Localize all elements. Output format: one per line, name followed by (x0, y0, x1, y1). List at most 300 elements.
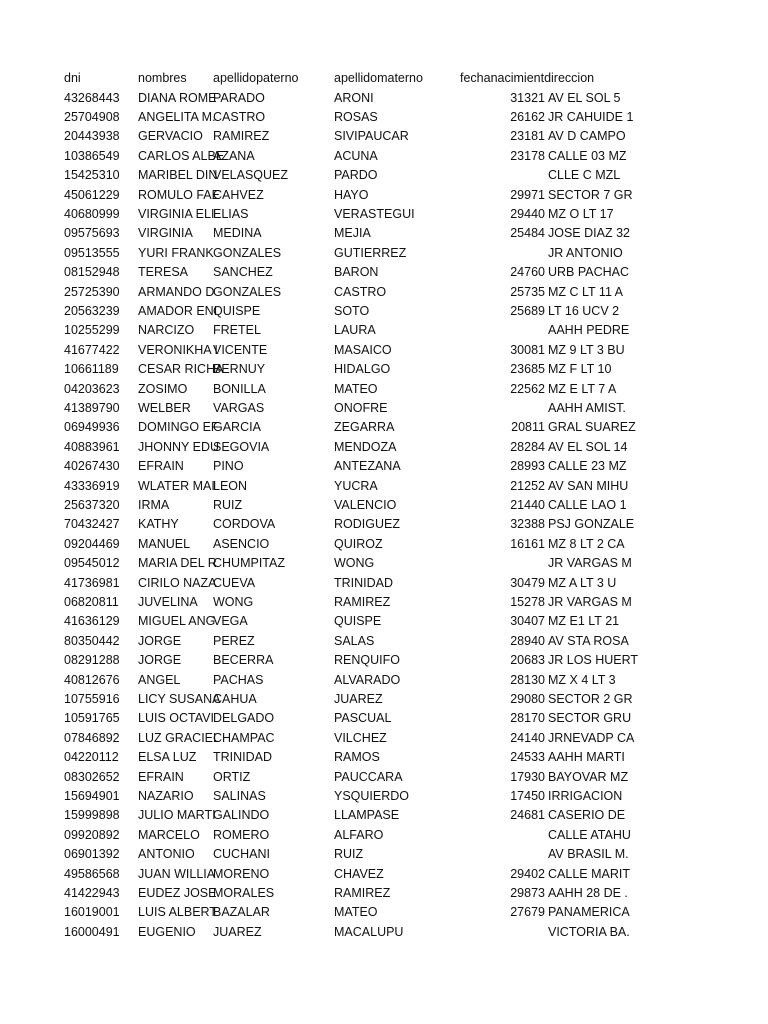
cell-apellidomaterno[interactable]: ALFARO (334, 827, 384, 842)
cell-apellidomaterno[interactable]: PAUCCARA (334, 769, 403, 784)
cell-apellidopaterno[interactable]: WONG (213, 594, 254, 609)
table-row (0, 360, 768, 379)
cell-fechanacimiento[interactable]: 21440 (510, 497, 545, 512)
cell-nombres[interactable]: MARIBEL DIN (138, 168, 218, 183)
cell-apellidomaterno[interactable]: HAYO (334, 187, 369, 202)
table-row (0, 496, 768, 515)
cell-fechanacimiento[interactable]: 25735 (510, 284, 545, 299)
cell-nombres[interactable]: GERVACIO (138, 129, 203, 144)
cell-fechanacimiento[interactable] (460, 399, 545, 418)
cell-direccion[interactable]: PANAMERICA (548, 905, 630, 920)
cell-direccion[interactable]: MZ 9 LT 3 BU (548, 342, 625, 357)
cell-fechanacimiento[interactable]: 28170 (510, 711, 545, 726)
cell-direccion[interactable]: JR VARGAS M (548, 594, 632, 609)
cell-dni[interactable]: 09513555 (64, 245, 120, 260)
cell-fechanacimiento[interactable]: 29402 (510, 866, 545, 881)
cell-nombres[interactable]: CIRILO NAZA (138, 575, 217, 590)
cell-apellidomaterno[interactable]: CHAVEZ (334, 866, 384, 881)
cell-fechanacimiento[interactable]: 24681 (510, 808, 545, 823)
table-row (0, 632, 768, 651)
cell-direccion[interactable]: CALLE 23 MZ (548, 459, 627, 474)
cell-dni[interactable]: 20563239 (64, 303, 120, 318)
cell-direccion[interactable]: MZ X 4 LT 3 (548, 672, 616, 687)
cell-apellidopaterno[interactable]: PARADO (213, 90, 265, 105)
header-dni[interactable]: dni (64, 71, 81, 85)
table-row (0, 108, 768, 127)
cell-apellidomaterno[interactable]: CASTRO (334, 284, 387, 299)
cell-apellidomaterno[interactable]: QUISPE (334, 614, 382, 629)
cell-nombres[interactable]: LICY SUSANA (138, 691, 221, 706)
cell-apellidomaterno[interactable]: RODIGUEZ (334, 517, 400, 532)
cell-apellidopaterno[interactable]: CASTRO (213, 109, 266, 124)
cell-apellidopaterno[interactable]: PEREZ (213, 633, 255, 648)
cell-nombres[interactable]: NAZARIO (138, 788, 194, 803)
cell-nombres[interactable]: DOMINGO EF (138, 420, 219, 435)
cell-fechanacimiento[interactable]: 23181 (510, 129, 545, 144)
cell-nombres[interactable]: ANTONIO (138, 847, 195, 862)
cell-dni[interactable]: 16019001 (64, 905, 120, 920)
cell-apellidomaterno[interactable]: MATEO (334, 381, 378, 396)
cell-dni[interactable]: 08291288 (64, 653, 120, 668)
cell-apellidopaterno[interactable]: BAZALAR (213, 905, 270, 920)
cell-direccion[interactable]: GRAL SUAREZ (548, 420, 636, 435)
cell-apellidopaterno[interactable]: CAHUA (213, 691, 257, 706)
cell-direccion[interactable]: CALLE ATAHU (548, 827, 631, 842)
table-row (0, 321, 768, 340)
cell-apellidopaterno[interactable]: BECERRA (213, 653, 274, 668)
cell-nombres[interactable]: MIGUEL ANG (138, 614, 216, 629)
cell-apellidopaterno[interactable]: GALINDO (213, 808, 270, 823)
cell-direccion[interactable]: CLLE C MZL (548, 168, 621, 183)
cell-dni[interactable]: 49586568 (64, 866, 120, 881)
cell-apellidomaterno[interactable]: ZEGARRA (334, 420, 395, 435)
cell-apellidopaterno[interactable]: VEGA (213, 614, 248, 629)
cell-apellidopaterno[interactable]: TRINIDAD (213, 750, 273, 765)
cell-direccion[interactable]: AV BRASIL M. (548, 847, 629, 862)
cell-fechanacimiento[interactable]: 27679 (510, 905, 545, 920)
cell-fechanacimiento[interactable] (460, 166, 545, 185)
cell-fechanacimiento[interactable] (460, 321, 545, 340)
cell-dni[interactable]: 25725390 (64, 284, 120, 299)
cell-apellidomaterno[interactable]: SOTO (334, 303, 370, 318)
cell-fechanacimiento[interactable]: 28130 (510, 672, 545, 687)
table-row (0, 438, 768, 457)
cell-fechanacimiento[interactable] (460, 923, 545, 942)
cell-direccion[interactable]: CALLE LAO 1 (548, 497, 627, 512)
cell-fechanacimiento[interactable]: 26162 (510, 109, 545, 124)
cell-apellidomaterno[interactable]: MENDOZA (334, 439, 397, 454)
cell-direccion[interactable]: JOSE DIAZ 32 (548, 226, 630, 241)
cell-nombres[interactable]: IRMA (138, 497, 170, 512)
cell-apellidopaterno[interactable]: VICENTE (213, 342, 268, 357)
table-row (0, 748, 768, 767)
cell-fechanacimiento[interactable]: 21252 (510, 478, 545, 493)
cell-fechanacimiento[interactable]: 29873 (510, 885, 545, 900)
cell-dni[interactable]: 41636129 (64, 614, 120, 629)
cell-apellidomaterno[interactable]: RAMOS (334, 750, 380, 765)
header-row (0, 69, 768, 88)
cell-nombres[interactable]: CESAR RICHA (138, 362, 224, 377)
table-row (0, 826, 768, 845)
cell-apellidopaterno[interactable]: ORTIZ (213, 769, 251, 784)
cell-fechanacimiento[interactable]: 20683 (510, 653, 545, 668)
cell-apellidopaterno[interactable]: BERNUY (213, 362, 266, 377)
cell-nombres[interactable]: MARIA DEL R (138, 556, 217, 571)
cell-nombres[interactable]: EFRAIN (138, 459, 184, 474)
cell-apellidomaterno[interactable]: WONG (334, 556, 375, 571)
cell-apellidopaterno[interactable]: AZANA (213, 148, 255, 163)
cell-apellidomaterno[interactable]: JUAREZ (334, 691, 383, 706)
cell-apellidopaterno[interactable]: SALINAS (213, 788, 266, 803)
cell-nombres[interactable]: JORGE (138, 653, 182, 668)
cell-apellidopaterno[interactable]: CAHVEZ (213, 187, 264, 202)
cell-fechanacimiento[interactable]: 23178 (510, 148, 545, 163)
cell-apellidopaterno[interactable]: VELASQUEZ (213, 168, 289, 183)
cell-apellidopaterno[interactable]: GONZALES (213, 284, 282, 299)
cell-dni[interactable]: 16000491 (64, 924, 120, 939)
cell-apellidomaterno[interactable]: RUIZ (334, 847, 364, 862)
cell-dni[interactable]: 43268443 (64, 90, 120, 105)
cell-fechanacimiento[interactable]: 23685 (510, 362, 545, 377)
cell-dni[interactable]: 04220112 (64, 750, 119, 765)
cell-nombres[interactable]: JORGE (138, 633, 182, 648)
cell-nombres[interactable]: ARMANDO D (138, 284, 215, 299)
cell-direccion[interactable]: AV SAN MIHU (548, 478, 629, 493)
cell-fechanacimiento[interactable]: 32388 (510, 517, 545, 532)
cell-apellidopaterno[interactable]: SEGOVIA (213, 439, 270, 454)
cell-direccion[interactable]: SECTOR 2 GR (548, 691, 633, 706)
cell-direccion[interactable]: AAHH MARTI (548, 750, 625, 765)
cell-direccion[interactable]: MZ C LT 11 A (548, 284, 624, 299)
cell-nombres[interactable]: EFRAIN (138, 769, 184, 784)
cell-dni[interactable]: 41677422 (64, 342, 120, 357)
cell-apellidomaterno[interactable]: RAMIREZ (334, 885, 391, 900)
cell-dni[interactable]: 07846892 (64, 730, 120, 745)
cell-direccion[interactable]: MZ E1 LT 21 (548, 614, 620, 629)
header-nombres[interactable]: nombres (138, 71, 187, 85)
cell-dni[interactable]: 40267430 (64, 459, 120, 474)
cell-nombres[interactable]: AMADOR ENI (138, 303, 218, 318)
cell-direccion[interactable]: IRRIGACION (548, 788, 623, 803)
cell-apellidopaterno[interactable]: MEDINA (213, 226, 262, 241)
cell-fechanacimiento[interactable]: 20811 (511, 420, 545, 435)
table-row (0, 186, 768, 205)
cell-dni[interactable]: 10255299 (64, 323, 120, 338)
cell-apellidomaterno[interactable]: QUIROZ (334, 536, 383, 551)
cell-apellidopaterno[interactable]: PINO (213, 459, 244, 474)
cell-dni[interactable]: 25704908 (64, 109, 120, 124)
cell-nombres[interactable]: EUDEZ JOSE (138, 885, 217, 900)
cell-fechanacimiento[interactable]: 31321 (510, 90, 545, 105)
cell-direccion[interactable]: BAYOVAR MZ (548, 769, 629, 784)
cell-nombres[interactable]: WELBER (138, 400, 191, 415)
cell-direccion[interactable]: AV EL SOL 5 (548, 90, 621, 105)
table-row (0, 651, 768, 670)
cell-fechanacimiento[interactable] (460, 244, 545, 263)
cell-dni[interactable]: 15694901 (64, 788, 120, 803)
cell-dni[interactable]: 06901392 (64, 847, 120, 862)
cell-apellidopaterno[interactable]: MORENO (213, 866, 270, 881)
cell-apellidomaterno[interactable]: YSQUIERDO (334, 788, 410, 803)
cell-apellidomaterno[interactable]: RAMIREZ (334, 594, 391, 609)
cell-direccion[interactable]: JR CAHUIDE 1 (548, 109, 634, 124)
cell-fechanacimiento[interactable]: 15278 (510, 594, 545, 609)
cell-fechanacimiento[interactable]: 22562 (510, 381, 545, 396)
cell-nombres[interactable]: KATHY (138, 517, 179, 532)
cell-apellidopaterno[interactable]: CHAMPAC (213, 730, 275, 745)
cell-direccion[interactable]: JR LOS HUERT (548, 653, 639, 668)
cell-nombres[interactable]: MANUEL (138, 536, 191, 551)
cell-apellidopaterno[interactable]: BONILLA (213, 381, 266, 396)
cell-apellidomaterno[interactable]: LAURA (334, 323, 376, 338)
header-apellidopaterno[interactable]: apellidopaterno (213, 71, 299, 85)
cell-fechanacimiento[interactable]: 28284 (510, 439, 545, 454)
table-row (0, 884, 768, 903)
cell-apellidomaterno[interactable]: VERASTEGUI (334, 206, 415, 221)
cell-dni[interactable]: 40812676 (64, 672, 120, 687)
cell-dni[interactable]: 10661189 (64, 362, 119, 377)
table-row (0, 690, 768, 709)
cell-direccion[interactable]: CALLE 03 MZ (548, 148, 627, 163)
cell-dni[interactable]: 70432427 (64, 517, 120, 532)
cell-fechanacimiento[interactable]: 24140 (510, 730, 545, 745)
cell-apellidopaterno[interactable]: MORALES (213, 885, 275, 900)
table-row (0, 574, 768, 593)
cell-fechanacimiento[interactable]: 29971 (510, 187, 545, 202)
table-row (0, 283, 768, 302)
table-row (0, 671, 768, 690)
cell-dni[interactable]: 08302652 (64, 769, 120, 784)
cell-nombres[interactable]: JUAN WILLIA (138, 866, 216, 881)
cell-fechanacimiento[interactable] (460, 826, 545, 845)
cell-direccion[interactable]: SECTOR GRU (548, 711, 632, 726)
cell-apellidomaterno[interactable]: TRINIDAD (334, 575, 394, 590)
cell-apellidomaterno[interactable]: LLAMPASE (334, 808, 400, 823)
table-row (0, 147, 768, 166)
cell-nombres[interactable]: ANGELITA M. (138, 109, 216, 124)
cell-apellidopaterno[interactable]: RUIZ (213, 497, 243, 512)
cell-dni[interactable]: 41736981 (64, 575, 120, 590)
cell-direccion[interactable]: AV STA ROSA (548, 633, 629, 648)
cell-dni[interactable]: 08152948 (64, 265, 120, 280)
cell-direccion[interactable]: AV EL SOL 14 (548, 439, 628, 454)
cell-direccion[interactable]: MZ O LT 17 (548, 206, 614, 221)
cell-fechanacimiento[interactable]: 30407 (510, 614, 545, 629)
table-row (0, 709, 768, 728)
cell-apellidopaterno[interactable]: CUCHANI (213, 847, 270, 862)
cell-fechanacimiento[interactable]: 25484 (510, 226, 545, 241)
cell-nombres[interactable]: ZOSIMO (138, 381, 188, 396)
cell-dni[interactable]: 25637320 (64, 497, 120, 512)
cell-apellidomaterno[interactable]: BARON (334, 265, 379, 280)
cell-apellidomaterno[interactable]: GUTIERREZ (334, 245, 407, 260)
cell-apellidomaterno[interactable]: ACUNA (334, 148, 378, 163)
cell-apellidomaterno[interactable]: SALAS (334, 633, 375, 648)
cell-fechanacimiento[interactable] (460, 845, 545, 864)
cell-direccion[interactable]: MZ F LT 10 (548, 362, 612, 377)
cell-nombres[interactable]: ELSA LUZ (138, 750, 197, 765)
cell-apellidopaterno[interactable]: CUEVA (213, 575, 256, 590)
cell-dni[interactable]: 41422943 (64, 885, 120, 900)
cell-direccion[interactable]: AV D CAMPO (548, 129, 626, 144)
cell-direccion[interactable]: AAHH PEDRE (548, 323, 630, 338)
cell-direccion[interactable]: CASERIO DE (548, 808, 626, 823)
cell-direccion[interactable]: LT 16 UCV 2 (548, 303, 620, 318)
cell-apellidopaterno[interactable]: CORDOVA (213, 517, 276, 532)
cell-direccion[interactable]: JR ANTONIO (548, 245, 623, 260)
cell-dni[interactable]: 09545012 (64, 556, 120, 571)
table-row (0, 865, 768, 884)
cell-apellidopaterno[interactable]: FRETEL (213, 323, 261, 338)
header-fechanac-direccion[interactable]: fechanacimientdireccion (460, 71, 595, 85)
cell-apellidopaterno[interactable]: VARGAS (213, 400, 265, 415)
cell-apellidomaterno[interactable]: MASAICO (334, 342, 392, 357)
cell-fechanacimiento[interactable]: 29080 (510, 691, 545, 706)
cell-nombres[interactable]: VIRGINIA (138, 226, 193, 241)
cell-apellidopaterno[interactable]: LEON (213, 478, 248, 493)
cell-fechanacimiento[interactable]: 25689 (510, 303, 545, 318)
cell-dni[interactable]: 80350442 (64, 633, 120, 648)
header-apellidomaterno[interactable]: apellidomaterno (334, 71, 423, 85)
cell-dni[interactable]: 20443938 (64, 129, 120, 144)
table-row (0, 380, 768, 399)
cell-fechanacimiento[interactable]: 28940 (510, 633, 545, 648)
table-row (0, 806, 768, 825)
cell-nombres[interactable]: CARLOS ALBE (138, 148, 225, 163)
cell-apellidopaterno[interactable]: GARCIA (213, 420, 261, 435)
cell-apellidomaterno[interactable]: MACALUPU (334, 924, 404, 939)
cell-dni[interactable]: 15425310 (64, 168, 120, 183)
cell-apellidomaterno[interactable]: HIDALGO (334, 362, 391, 377)
cell-direccion[interactable]: JR VARGAS M (548, 556, 632, 571)
cell-direccion[interactable]: JRNEVADP CA (548, 730, 635, 745)
cell-fechanacimiento[interactable]: 30479 (510, 575, 545, 590)
cell-nombres[interactable]: WLATER MAI (138, 478, 215, 493)
cell-fechanacimiento[interactable]: 16161 (510, 536, 545, 551)
cell-apellidopaterno[interactable]: PACHAS (213, 672, 264, 687)
table-row (0, 341, 768, 360)
cell-dni[interactable]: 15999898 (64, 808, 120, 823)
cell-dni[interactable]: 40883961 (64, 439, 120, 454)
cell-direccion[interactable]: CALLE MARIT (548, 866, 630, 881)
cell-apellidopaterno[interactable]: SANCHEZ (213, 265, 273, 280)
cell-direccion[interactable]: VICTORIA BA. (548, 924, 630, 939)
cell-apellidomaterno[interactable]: MATEO (334, 905, 378, 920)
cell-dni[interactable]: 06949936 (64, 420, 120, 435)
cell-apellidomaterno[interactable]: PARDO (334, 168, 378, 183)
cell-apellidomaterno[interactable]: ALVARADO (334, 672, 401, 687)
cell-apellidomaterno[interactable]: YUCRA (334, 478, 378, 493)
cell-apellidomaterno[interactable]: ROSAS (334, 109, 378, 124)
cell-apellidopaterno[interactable]: ELIAS (213, 206, 249, 221)
cell-apellidopaterno[interactable]: QUISPE (213, 303, 261, 318)
cell-direccion[interactable]: PSJ GONZALE (548, 517, 635, 532)
cell-apellidomaterno[interactable]: PASCUAL (334, 711, 392, 726)
cell-dni[interactable]: 10386549 (64, 148, 120, 163)
cell-fechanacimiento[interactable]: 24760 (510, 265, 545, 280)
cell-apellidomaterno[interactable]: VILCHEZ (334, 730, 387, 745)
cell-apellidomaterno[interactable]: ANTEZANA (334, 459, 401, 474)
cell-apellidomaterno[interactable]: ONOFRE (334, 400, 388, 415)
cell-nombres[interactable]: MARCELO (138, 827, 200, 842)
cell-apellidopaterno[interactable]: JUAREZ (213, 924, 262, 939)
cell-dni[interactable]: 09920892 (64, 827, 120, 842)
table-row (0, 477, 768, 496)
cell-nombres[interactable]: DIANA ROME (138, 90, 217, 105)
table-row (0, 923, 768, 942)
table-row (0, 612, 768, 631)
cell-nombres[interactable]: LUZ GRACIEL (138, 730, 220, 745)
cell-nombres[interactable]: JHONNY EDU (138, 439, 220, 454)
cell-dni[interactable]: 40680999 (64, 206, 120, 221)
cell-fechanacimiento[interactable]: 24533 (510, 750, 545, 765)
cell-apellidopaterno[interactable]: GONZALES (213, 245, 282, 260)
cell-nombres[interactable]: VERONIKHA I (138, 342, 218, 357)
cell-apellidomaterno[interactable]: SIVIPAUCAR (334, 129, 409, 144)
cell-direccion[interactable]: AAHH AMIST. (548, 400, 626, 415)
cell-dni[interactable]: 41389790 (64, 400, 120, 415)
cell-nombres[interactable]: ANGEL (138, 672, 181, 687)
table-row (0, 554, 768, 573)
cell-dni[interactable]: 43336919 (64, 478, 120, 493)
cell-apellidopaterno[interactable]: RAMIREZ (213, 129, 270, 144)
cell-apellidomaterno[interactable]: ARONI (334, 90, 374, 105)
cell-dni[interactable]: 45061229 (64, 187, 120, 202)
cell-nombres[interactable]: EUGENIO (138, 924, 196, 939)
cell-nombres[interactable]: JULIO MARTI (138, 808, 216, 823)
cell-dni[interactable]: 10591765 (64, 711, 120, 726)
cell-direccion[interactable]: URB PACHAC (548, 265, 630, 280)
cell-nombres[interactable]: TERESA (138, 265, 189, 280)
cell-fechanacimiento[interactable]: 28993 (510, 459, 545, 474)
cell-apellidomaterno[interactable]: VALENCIO (334, 497, 397, 512)
cell-apellidomaterno[interactable]: MEJIA (334, 226, 371, 241)
cell-dni[interactable]: 06820811 (64, 594, 119, 609)
cell-dni[interactable]: 04203623 (64, 381, 120, 396)
cell-apellidopaterno[interactable]: DELGADO (213, 711, 275, 726)
cell-direccion[interactable]: MZ 8 LT 2 CA (548, 536, 625, 551)
table-row (0, 457, 768, 476)
cell-nombres[interactable]: NARCIZO (138, 323, 195, 338)
cell-direccion[interactable]: SECTOR 7 GR (548, 187, 633, 202)
table-row (0, 535, 768, 554)
cell-apellidopaterno[interactable]: CHUMPITAZ (213, 556, 285, 571)
cell-nombres[interactable]: ROMULO FAE (138, 187, 220, 202)
table-row (0, 166, 768, 185)
cell-direccion[interactable]: AAHH 28 DE . (548, 885, 628, 900)
cell-apellidopaterno[interactable]: ROMERO (213, 827, 270, 842)
cell-fechanacimiento[interactable]: 17930 (510, 769, 545, 784)
cell-fechanacimiento[interactable] (460, 554, 545, 573)
cell-nombres[interactable]: VIRGINIA ELI (138, 206, 215, 221)
cell-direccion[interactable]: MZ E LT 7 A (548, 381, 617, 396)
cell-nombres[interactable]: LUIS ALBERT (138, 905, 217, 920)
table-row (0, 787, 768, 806)
cell-nombres[interactable]: YURI FRANK (138, 245, 214, 260)
cell-nombres[interactable]: JUVELINA (138, 594, 198, 609)
cell-direccion[interactable]: MZ A LT 3 U (548, 575, 617, 590)
cell-dni[interactable]: 09204469 (64, 536, 120, 551)
cell-apellidomaterno[interactable]: RENQUIFO (334, 653, 400, 668)
cell-dni[interactable]: 10755916 (64, 691, 120, 706)
cell-dni[interactable]: 09575693 (64, 226, 120, 241)
cell-apellidopaterno[interactable]: ASENCIO (213, 536, 270, 551)
cell-nombres[interactable]: LUIS OCTAVI (138, 711, 214, 726)
cell-fechanacimiento[interactable]: 17450 (510, 788, 545, 803)
table-row (0, 89, 768, 108)
cell-fechanacimiento[interactable]: 30081 (510, 342, 545, 357)
cell-fechanacimiento[interactable]: 29440 (510, 206, 545, 221)
